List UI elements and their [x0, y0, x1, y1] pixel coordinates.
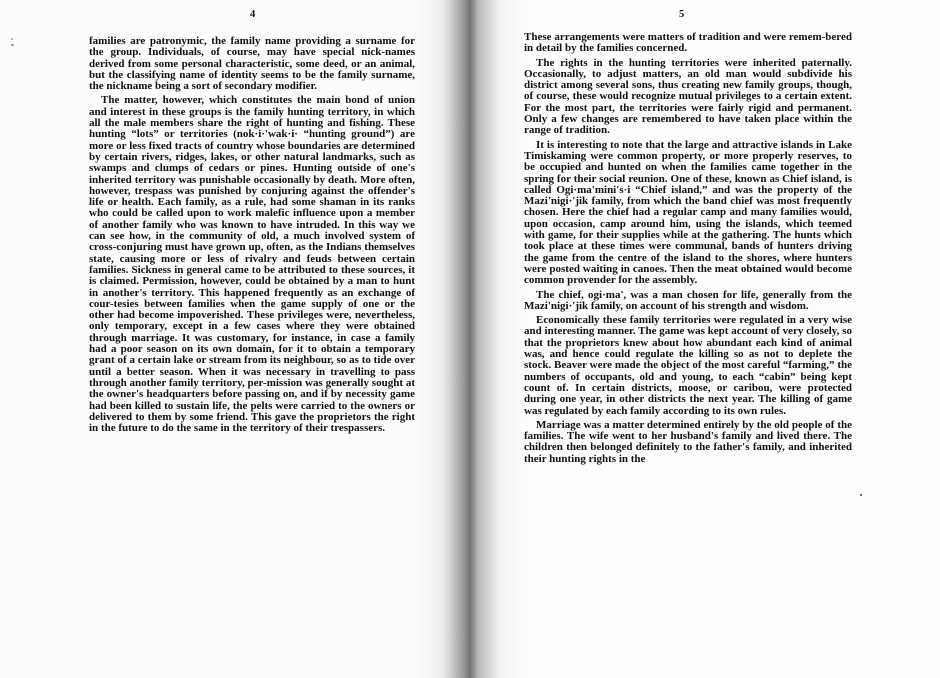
scan-speck	[11, 38, 13, 40]
paragraph: It is interesting to note that the large and attractive islands in Lake Timiskaming were common property, or more properly reserves, to be occupied and hunted on when the families came together in the spring for their social reunion. One of these, known as Chief island, is called Ogi·ma'mini's·i “Chief island,” and was the property of the Mazi'nigi·'jik family, from which the band chief was most frequently chosen. Here the chief had a regular camp and many families would, upon occasion, camp around him, using the islands, which teemed with game, for their supplies while at the gathering. The hunts which took place at these times were communal, bands of hunters driving the game from the centre of the island to the shores, where hunters were posted waiting in canoes. Then the meat obtained would become common provender for the assembly.	[524, 138, 852, 287]
scan-speck	[860, 494, 862, 496]
paragraph: Economically these family territories were regulated in a very wise and interesting manner. The game was kept account of very closely, so that the proprietors knew about how abundant each kind of animal was, and hence could regulate the killing so as not to deplete the stock. Beaver were made the object of the most careful “farming,” the numbers of occupants, old and young, to each “cabin” being kept count of. In certain districts, moose, or caribou, were protected during one year, in other districts the next year. The killing of game was regulated by each family according to its own rules.	[524, 314, 852, 417]
page-body	[524, 32, 852, 465]
paragraph: The chief, ogi·ma', was a man chosen for life, generally from the Mazi'nigi·'jik family, on account of his strength and wisdom.	[524, 288, 852, 312]
right-page	[470, 0, 940, 678]
paragraph: Marriage was a matter determined entirely by the old people of the families. The wife went to her husband's family and lived there. The children then belonged definitely to the father's family, and inherited their hunting rights in the	[524, 418, 852, 465]
paragraph: families are patronymic, the family name providing a surname for the group. Individuals, of course, may have special nick-names derived from some personal characteristic, some deed, or an animal, but the classifying name of identity seems to be the family surname, the nickname being a sort of secondary modifier.	[89, 35, 415, 93]
scan-speck	[11, 44, 14, 46]
page-number: 5	[679, 9, 685, 20]
page-number: 4	[250, 9, 256, 20]
paragraph: The matter, however, which constitutes the main bond of union and interest in these groups is the family hunting territory, in which all the male members share the right of hunting and fishing. These hunting “lots” or territories (nok·i·'wak·i· “hunting ground”) are more or less fixed tracts of country whose boundaries are determined by certain rivers, ridges, lakes, or other natural landmarks, such as swamps and clumps of cedars or pines. Hunting outside of one's inherited territory was punishable occasionally by death. More often, however, trespass was punished by conjuring against the offender's life or health. Each family, as a rule, had some shaman in its ranks who could be called upon to work malefic influence upon a member of another family who was known to have intruded. In this way we can see how, in the community of old, a much involved system of cross-conjuring must have grown up, often, as the Indians themselves state, causing more or less of rivalry and feuds between certain families. Sickness in general came to be attributed to these sources, it is claimed. Permission, however, could be obtained by a man to hunt in another's territory. This happened frequently as an exchange of cour-tesies between families when the game supply of one or the other had become impoverished. These privileges were, nevertheless, only temporary, except in a few cases where they were obtained through marriage. It was customary, for instance, in case a family had a poor season on its own domain, for it to obtain a temporary grant of a certain lake or stream from its neighbour, so as to tide over until a better season. When it was necessary in travelling to pass through another family territory, per-mission was generally sought at the owner's headquarters before passing on, and if by necessity game had been killed to sustain life, the pelts were carried to the owners or delivered to them by some friend. This gave the proprietors the right in the future to do the same in the territory of their trespassers.	[89, 94, 415, 435]
paragraph: The rights in the hunting territories were inherited paternally. Occasionally, to adjust matters, an old man would subdivide his district among several sons, thus creating new family groups, though, of course, these would recognize mutual privileges to a certain extent. For the most part, the territories were fairly rigid and permanent. Only a few changes are remembered to have taken place within the range of tradition.	[524, 56, 852, 137]
page-body	[89, 36, 415, 434]
paragraph: These arrangements were matters of tradition and were remem-bered in detail by the families concerned.	[524, 31, 852, 55]
book-gutter-shadow	[418, 0, 522, 678]
